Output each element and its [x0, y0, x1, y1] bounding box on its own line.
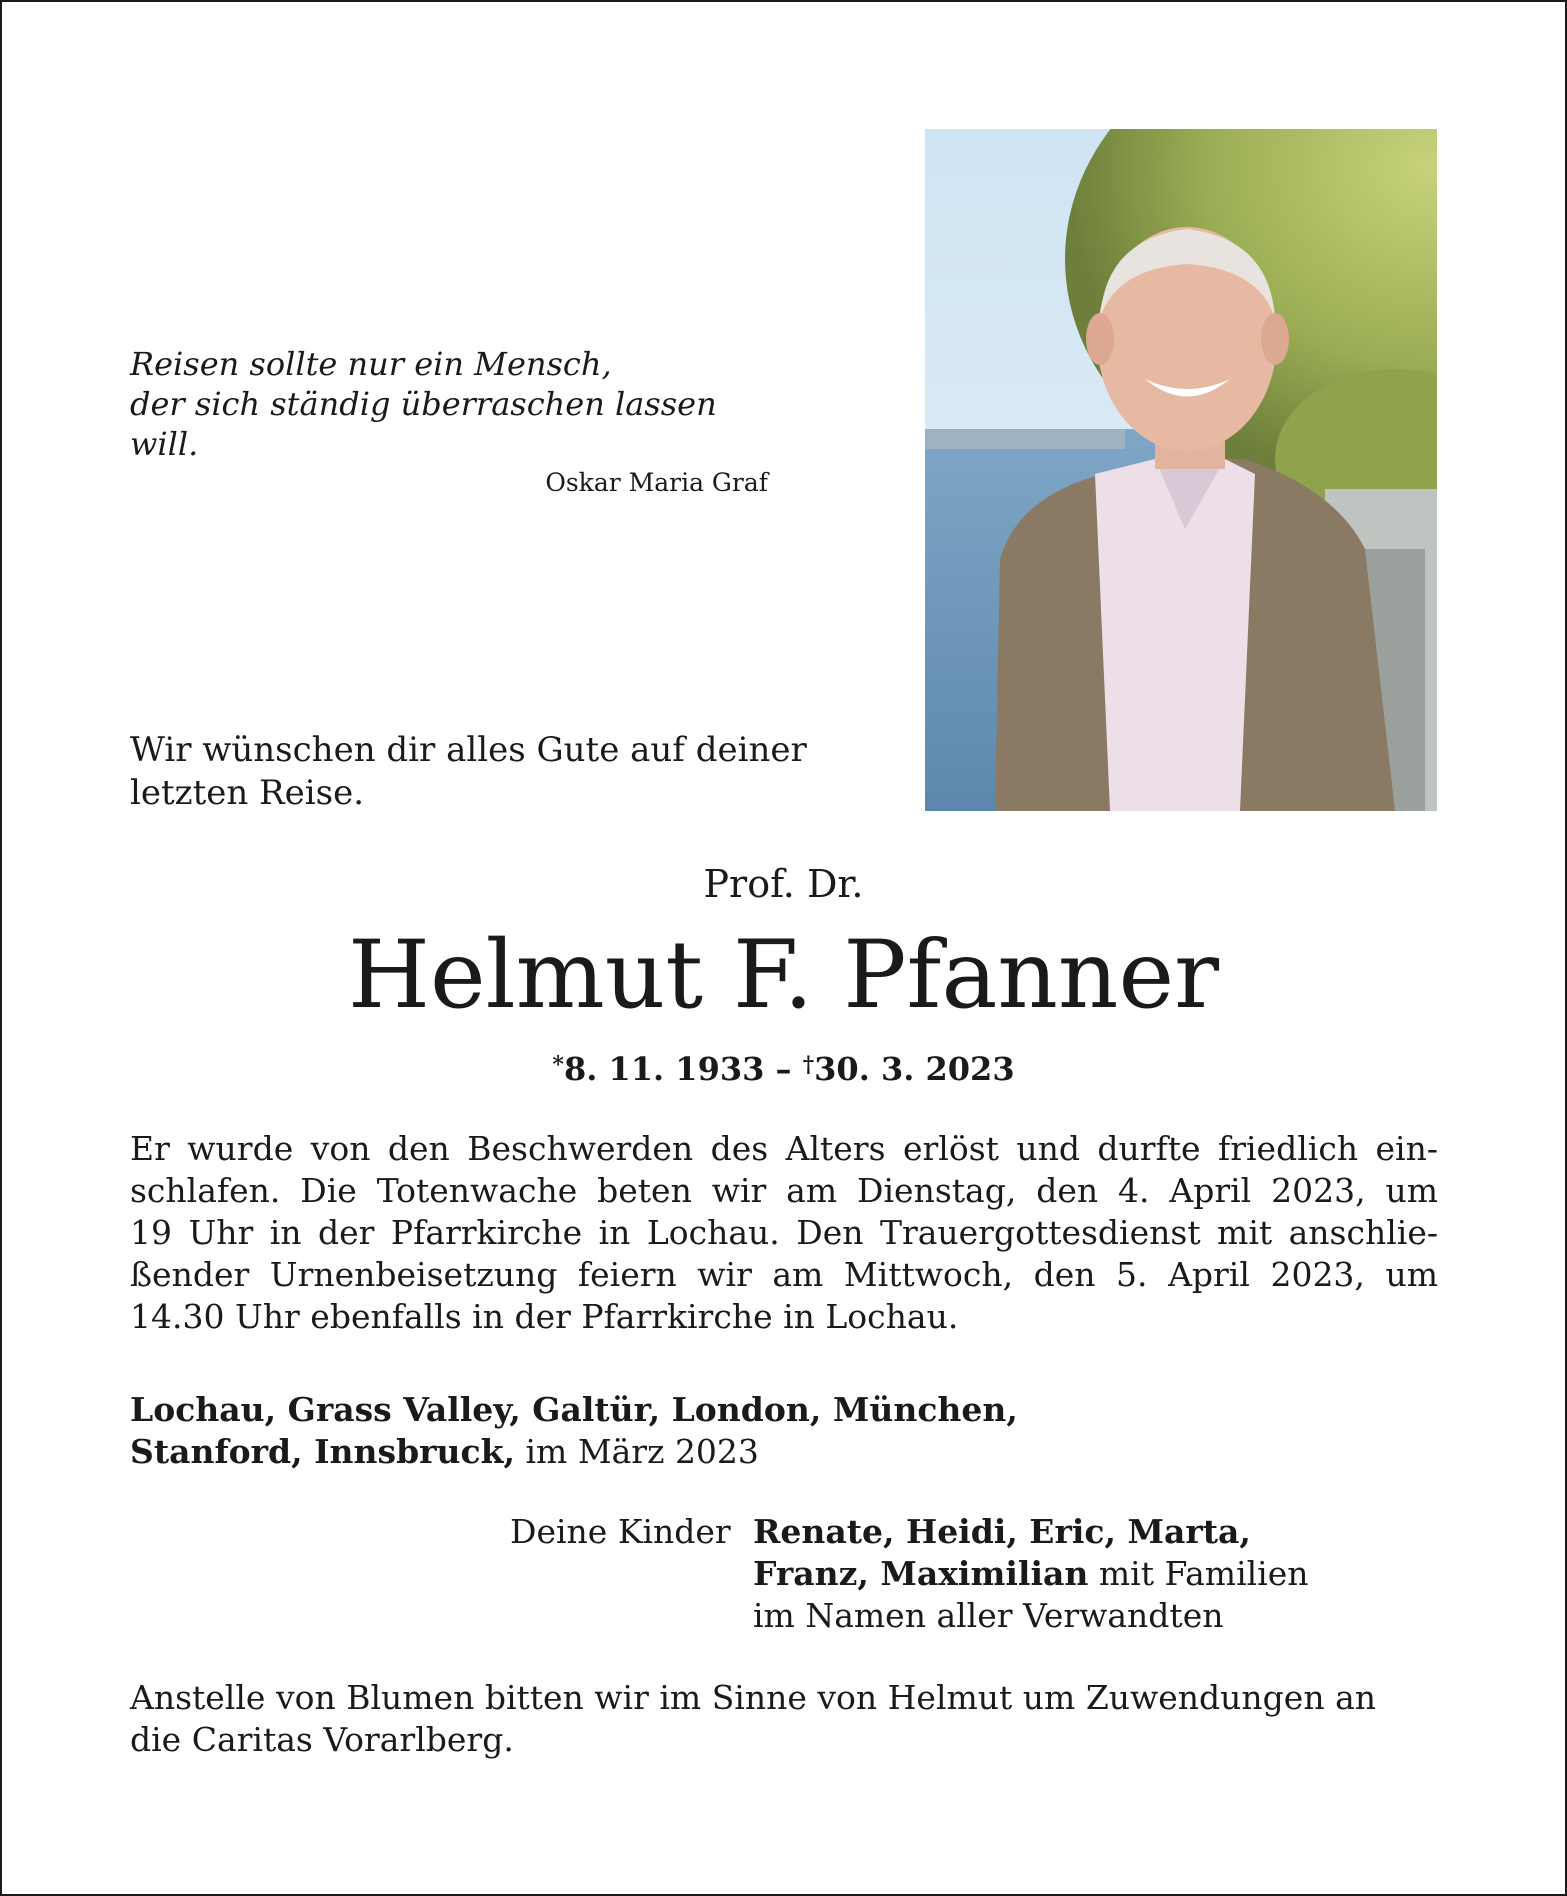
with-families: mit Familien [1088, 1554, 1309, 1593]
quote-author: Oskar Maria Graf [545, 468, 768, 497]
donation-line-1: Anstelle von Blumen bitten wir im Sinne von Helmut um Zuwendungen an [130, 1678, 1376, 1717]
portrait-photo-icon [925, 129, 1437, 811]
mourners-lead: Deine Kinder [510, 1512, 731, 1551]
announcement-line: ßender Urnenbeisetzung feiern wir am Mittwoch, den 5. April 2023, um [130, 1255, 1438, 1294]
death-cross-icon: † [802, 1052, 815, 1078]
wish-line-1: Wir wünschen dir alles Gute auf deiner [130, 730, 807, 770]
on-behalf-of-relatives: im Namen aller Verwandten [753, 1596, 1224, 1635]
places-line-1: Lochau, Grass Valley, Galtür, London, München, [130, 1390, 1018, 1429]
death-date: 30. 3. 2023 [814, 1050, 1015, 1088]
announcement-line: Er wurde von den Beschwerden des Alters erlöst und durfte friedlich ein- [130, 1129, 1438, 1168]
announcement-date: im März 2023 [515, 1432, 759, 1471]
deceased-name: Helmut F. Pfanner [347, 921, 1220, 1030]
academic-title: Prof. Dr. [703, 862, 864, 906]
children-names-line-2: Franz, Maximilian [753, 1554, 1089, 1593]
wish-line-2: letzten Reise. [130, 773, 365, 813]
date-separator: – [764, 1050, 803, 1088]
announcement-line: 14.30 Uhr ebenfalls in der Pfarrkirche in Lochau. [130, 1297, 959, 1336]
donation-line-2: die Caritas Vorarlberg. [130, 1720, 514, 1759]
quote-line-2: der sich ständig überraschen lassen will. [130, 385, 717, 463]
donation-request [130, 1677, 1438, 1761]
farewell-wish [130, 729, 830, 815]
birth-date: 8. 11. 1933 [563, 1050, 765, 1088]
places-and-date [130, 1389, 1130, 1473]
quote-line-1: Reisen sollte nur ein Mensch, [130, 345, 612, 383]
birth-star-icon: * [552, 1052, 564, 1078]
announcement-line: schlafen. Die Totenwache beten wir am Dienstag, den 4. April 2023, um [130, 1171, 1438, 1210]
portrait-photo [925, 129, 1437, 811]
children-names-line-1: Renate, Heidi, Eric, Marta, [753, 1512, 1251, 1551]
mourners [510, 1511, 1450, 1637]
places-line-2: Stanford, Innsbruck, [130, 1432, 515, 1471]
life-dates [0, 1047, 1567, 1091]
quote [130, 344, 770, 464]
announcement-line: 19 Uhr in der Pfarrkirche in Lochau. Den Trauergottesdienst mit anschlie- [130, 1213, 1438, 1252]
announcement-text [130, 1128, 1438, 1338]
